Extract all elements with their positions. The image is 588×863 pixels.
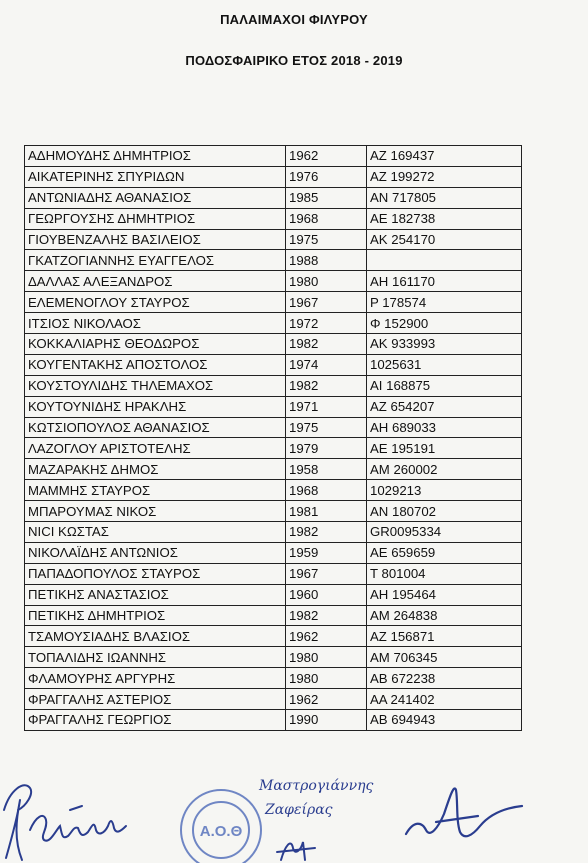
player-name-cell: ΤΣΑΜΟΥΣΙΑΔΗΣ ΒΛΑΣΙΟΣ — [25, 626, 286, 647]
birth-year-cell: 1982 — [286, 375, 367, 396]
handwritten-note-line2: Ζαφείρας — [265, 802, 333, 818]
player-name-cell: ΠΕΤΙΚΗΣ ΔΗΜΗΤΡΙΟΣ — [25, 605, 286, 626]
birth-year-cell: 1980 — [286, 647, 367, 668]
birth-year-cell: 1975 — [286, 417, 367, 438]
player-name-cell: ΚΟΥΓΕΝΤΑΚΗΣ ΑΠΟΣΤΟΛΟΣ — [25, 354, 286, 375]
id-number-cell: ΑΙ 168875 — [367, 375, 522, 396]
birth-year-cell: 1981 — [286, 501, 367, 522]
player-name-cell: ΜΠΑΡΟΥΜΑΣ ΝΙΚΟΣ — [25, 501, 286, 522]
table-row — [25, 250, 522, 271]
table-row — [25, 438, 522, 459]
id-number-cell: ΑΚ 933993 — [367, 334, 522, 355]
player-name-cell: ΓΕΩΡΓΟΥΣΗΣ ΔΗΜΗΤΡΙΟΣ — [25, 208, 286, 229]
id-number-cell: ΑΕ 195191 — [367, 438, 522, 459]
player-name-cell: ΚΟΥΣΤΟΥΛΙΔΗΣ ΤΗΛΕΜΑΧΟΣ — [25, 375, 286, 396]
birth-year-cell: 1968 — [286, 480, 367, 501]
birth-year-cell: 1971 — [286, 396, 367, 417]
birth-year-cell: 1974 — [286, 354, 367, 375]
signature-right — [400, 776, 550, 863]
id-number-cell: ΑΜ 260002 — [367, 459, 522, 480]
player-name-cell: ΦΡΑΓΓΑΛΗΣ ΓΕΩΡΓΙΟΣ — [25, 710, 286, 731]
id-number-cell: ΑΕ 182738 — [367, 208, 522, 229]
player-name-cell: ΔΑΛΛΑΣ ΑΛΕΞΑΝΔΡΟΣ — [25, 271, 286, 292]
birth-year-cell: 1975 — [286, 229, 367, 250]
table-row — [25, 542, 522, 563]
player-name-cell: ΕΛΕΜΕΝΟΓΛΟΥ ΣΤΑΥΡΟΣ — [25, 292, 286, 313]
table-row — [25, 480, 522, 501]
player-name-cell: ΓΙΟΥΒΕΝΖΑΛΗΣ ΒΑΣΙΛΕΙΟΣ — [25, 229, 286, 250]
birth-year-cell: 1980 — [286, 668, 367, 689]
id-number-cell: ΑΝ 180702 — [367, 501, 522, 522]
table-row — [25, 459, 522, 480]
table-row — [25, 166, 522, 187]
table-row — [25, 584, 522, 605]
id-number-cell — [367, 250, 522, 271]
table-row — [25, 417, 522, 438]
player-name-cell: ΛΑΖΟΓΛΟΥ ΑΡΙΣΤΟΤΕΛΗΣ — [25, 438, 286, 459]
id-number-cell: ΑΚ 254170 — [367, 229, 522, 250]
table-row — [25, 354, 522, 375]
player-name-cell: ΜΑΖΑΡΑΚΗΣ ΔΗΜΟΣ — [25, 459, 286, 480]
player-name-cell: ΙΤΣΙΟΣ ΝΙΚΟΛΑΟΣ — [25, 313, 286, 334]
id-number-cell: ΑΜ 264838 — [367, 605, 522, 626]
document-subtitle: ΠΟΔΟΣΦΑΙΡΙΚΟ ΕΤΟΣ 2018 - 2019 — [185, 53, 403, 68]
players-table — [24, 145, 522, 731]
id-number-cell: ΑΖ 654207 — [367, 396, 522, 417]
table-row — [25, 313, 522, 334]
table-row — [25, 605, 522, 626]
id-number-cell: ΑΜ 706345 — [367, 647, 522, 668]
id-number-cell: ΑΒ 672238 — [367, 668, 522, 689]
id-number-cell: Φ 152900 — [367, 313, 522, 334]
id-number-cell: ΑΕ 659659 — [367, 542, 522, 563]
table-row — [25, 229, 522, 250]
table-row — [25, 710, 522, 731]
birth-year-cell: 1985 — [286, 187, 367, 208]
id-number-cell: ΑΖ 156871 — [367, 626, 522, 647]
player-name-cell: ΚΟΥΤΟΥΝΙΔΗΣ ΗΡΑΚΛΗΣ — [25, 396, 286, 417]
birth-year-cell: 1988 — [286, 250, 367, 271]
table-row — [25, 647, 522, 668]
player-name-cell: ΑΝΤΩΝΙΑΔΗΣ ΑΘΑΝΑΣΙΟΣ — [25, 187, 286, 208]
table-row — [25, 522, 522, 543]
player-name-cell: ΚΟΚΚΑΛΙΑΡΗΣ ΘΕΟΔΩΡΟΣ — [25, 334, 286, 355]
id-number-cell: ΑΖ 199272 — [367, 166, 522, 187]
player-name-cell: ΝΙΚΟΛΑΪΔΗΣ ΑΝΤΩΝΙΟΣ — [25, 542, 286, 563]
table-row — [25, 563, 522, 584]
birth-year-cell: 1982 — [286, 605, 367, 626]
table-row — [25, 146, 522, 167]
table-row — [25, 334, 522, 355]
birth-year-cell: 1979 — [286, 438, 367, 459]
birth-year-cell: 1982 — [286, 334, 367, 355]
signature-left — [0, 770, 160, 863]
player-name-cell: ΜΑΜΜΗΣ ΣΤΑΥΡΟΣ — [25, 480, 286, 501]
birth-year-cell: 1972 — [286, 313, 367, 334]
table-row — [25, 375, 522, 396]
players-table-body — [25, 146, 522, 731]
player-name-cell: ΦΡΑΓΓΑΛΗΣ ΑΣΤΕΡΙΟΣ — [25, 689, 286, 710]
id-number-cell: ΑΒ 694943 — [367, 710, 522, 731]
id-number-cell: GR0095334 — [367, 522, 522, 543]
id-number-cell: Ρ 178574 — [367, 292, 522, 313]
id-number-cell: ΑΖ 169437 — [367, 146, 522, 167]
table-row — [25, 271, 522, 292]
id-number-cell: ΑΗ 689033 — [367, 417, 522, 438]
table-row — [25, 626, 522, 647]
birth-year-cell: 1962 — [286, 146, 367, 167]
birth-year-cell: 1967 — [286, 563, 367, 584]
table-row — [25, 292, 522, 313]
player-name-cell: ΦΛΑΜΟΥΡΗΣ ΑΡΓΥΡΗΣ — [25, 668, 286, 689]
handwritten-note-line1: Μαστρογιάννης — [259, 778, 374, 794]
stamp-text: Α.Ο.Θ — [199, 823, 243, 840]
table-row — [25, 668, 522, 689]
signature-name-note — [255, 772, 385, 863]
table-row — [25, 396, 522, 417]
player-name-cell: ΓΚΑΤΖΟΓΙΑΝΝΗΣ ΕΥΑΓΓΕΛΟΣ — [25, 250, 286, 271]
player-name-cell: ΝΙCΙ ΚΩΣΤΑΣ — [25, 522, 286, 543]
id-number-cell: ΑΗ 195464 — [367, 584, 522, 605]
table-row — [25, 187, 522, 208]
birth-year-cell: 1968 — [286, 208, 367, 229]
table-row — [25, 501, 522, 522]
birth-year-cell: 1958 — [286, 459, 367, 480]
id-number-cell: 1029213 — [367, 480, 522, 501]
table-row — [25, 208, 522, 229]
table-row — [25, 689, 522, 710]
birth-year-cell: 1959 — [286, 542, 367, 563]
player-name-cell: ΚΩΤΣΙΟΠΟΥΛΟΣ ΑΘΑΝΑΣΙΟΣ — [25, 417, 286, 438]
birth-year-cell: 1962 — [286, 626, 367, 647]
player-name-cell: ΠΑΠΑΔΟΠΟΥΛΟΣ ΣΤΑΥΡΟΣ — [25, 563, 286, 584]
birth-year-cell: 1980 — [286, 271, 367, 292]
birth-year-cell: 1967 — [286, 292, 367, 313]
birth-year-cell: 1976 — [286, 166, 367, 187]
birth-year-cell: 1982 — [286, 522, 367, 543]
birth-year-cell: 1960 — [286, 584, 367, 605]
player-name-cell: ΠΕΤΙΚΗΣ ΑΝΑΣΤΑΣΙΟΣ — [25, 584, 286, 605]
id-number-cell: Τ 801004 — [367, 563, 522, 584]
id-number-cell: ΑΑ 241402 — [367, 689, 522, 710]
player-name-cell: ΑΙΚΑΤΕΡΙΝΗΣ ΣΠΥΡΙΔΩΝ — [25, 166, 286, 187]
document-title: ΠΑΛΑΙΜΑΧΟΙ ΦΙΛΥΡΟΥ — [220, 12, 368, 27]
birth-year-cell: 1962 — [286, 689, 367, 710]
birth-year-cell: 1990 — [286, 710, 367, 731]
player-name-cell: ΑΔΗΜΟΥΔΗΣ ΔΗΜΗΤΡΙΟΣ — [25, 146, 286, 167]
player-name-cell: ΤΟΠΑΛΙΔΗΣ ΙΩΑΝΝΗΣ — [25, 647, 286, 668]
id-number-cell: ΑΝ 717805 — [367, 187, 522, 208]
id-number-cell: ΑΗ 161170 — [367, 271, 522, 292]
id-number-cell: 1025631 — [367, 354, 522, 375]
